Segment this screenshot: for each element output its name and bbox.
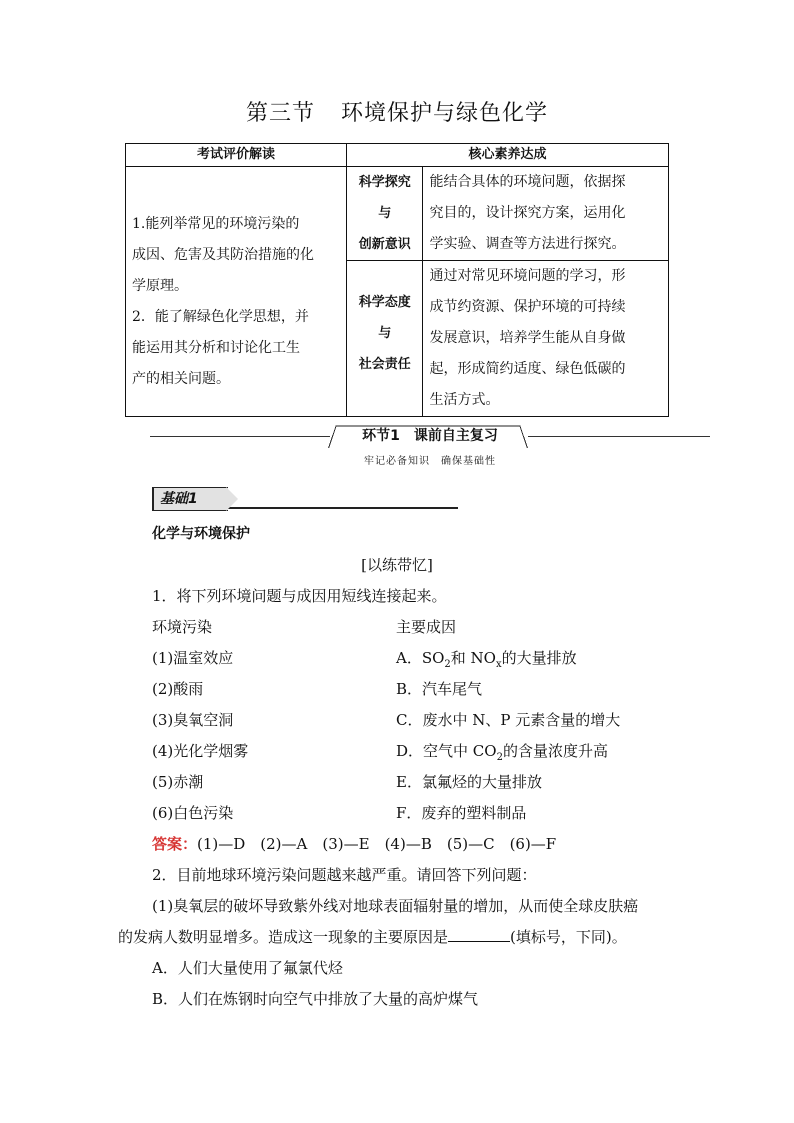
subscript: 2 (496, 752, 503, 763)
subscript: 2 (444, 659, 451, 670)
q1-right-text: D．空气中 CO (396, 742, 497, 760)
competency-name-line: 与 (378, 326, 392, 341)
objectives-table (125, 143, 669, 417)
q1-left-item: (5)赤潮 (152, 773, 204, 791)
q1-right-item: E．氯氟烃的大量排放 (396, 773, 542, 791)
q1-right-text: A．SO (396, 649, 445, 667)
banner-line-right (528, 436, 710, 437)
answer-text: (1)—D (2)—A (3)—E (4)—B (5)—C (6)—F (197, 835, 557, 853)
q1-left-item: (6)白色污染 (152, 804, 234, 822)
exam-point-line: 能运用其分析和讨论化工生 (132, 340, 300, 356)
q1-left-item: (3)臭氧空洞 (152, 711, 234, 729)
competency-desc-line: 通过对常见环境问题的学习，形 (429, 268, 626, 284)
competency-desc-line: 能结合具体的环境问题，依据探 (429, 174, 626, 190)
banner-line-left (150, 436, 330, 437)
exam-point-line: 学原理。 (132, 278, 188, 294)
competency-desc-line: 生活方式。 (429, 392, 500, 408)
answer-label: 答案： (152, 835, 198, 853)
q1-right-item: C．废水中 N、P 元素含量的增大 (396, 711, 621, 729)
competency-name-line: 与 (378, 206, 392, 221)
competency-name-line: 创新意识 (358, 237, 411, 252)
table-header-competency: 核心素养达成 (347, 144, 669, 167)
q2-sub1-text: (填标号，下同)。 (510, 928, 627, 946)
q2-sub1-text: 的发病人数明显增多。造成这一现象的主要原因是 (118, 928, 449, 946)
practice-tag: [以练带忆] (361, 556, 433, 574)
q2-stem: 2．目前地球环境污染问题越来越严重。请回答下列问题： (152, 866, 537, 884)
basic-tag (152, 487, 458, 511)
basic-tag-label: 基础1 (152, 487, 228, 511)
competency-name-line: 社会责任 (358, 357, 411, 372)
exam-point-line: 2．能了解绿色化学思想，并 (132, 309, 309, 325)
competency-name-2 (347, 261, 423, 417)
competency-desc-line: 究目的，设计探究方案，运用化 (429, 205, 626, 221)
q1-right-item: F．废弃的塑料制品 (396, 804, 527, 822)
q1-right-item (396, 741, 608, 768)
q1-right-text: 的大量排放 (501, 649, 577, 667)
q1-right-item: B．汽车尾气 (396, 680, 483, 698)
basic-tag-rule (222, 507, 458, 509)
section-title: 环境保护与绿色化学 (341, 101, 549, 126)
q1-left-item: (2)酸雨 (152, 680, 204, 698)
competency-name-1 (347, 167, 423, 261)
competency-desc-line: 发展意识，培养学生能从自身做 (429, 330, 626, 346)
q1-col-right: 主要成因 (396, 618, 457, 636)
q1-stem: 1．将下列环境问题与成因用短线连接起来。 (152, 587, 447, 605)
exam-point-line: 成因、危害及其防治措施的化 (132, 247, 314, 263)
table-header-exam: 考试评价解读 (126, 144, 347, 167)
competency-name-line: 科学态度 (358, 295, 411, 310)
q2-option-b: B．人们在炼钢时向空气中排放了大量的高炉煤气 (152, 990, 479, 1008)
competency-desc-1 (423, 167, 669, 261)
q1-left-item: (4)光化学烟雾 (152, 742, 249, 760)
q1-right-text: 的含量浓度升高 (502, 742, 608, 760)
q1-left-item: (1)温室效应 (152, 649, 234, 667)
topic-heading: 化学与环境保护 (152, 526, 250, 542)
section-number: 第三节 (245, 101, 315, 126)
q1-right-item (396, 648, 577, 675)
subscript: x (495, 659, 502, 670)
exam-point-line: 1.能列举常见的环境污染的 (132, 216, 300, 232)
competency-desc-line: 学实验、调查等方法进行探究。 (429, 236, 626, 252)
competency-name-line: 科学探究 (358, 175, 411, 190)
competency-desc-line: 成节约资源、保护环境的可持续 (429, 299, 626, 315)
banner-subtitle: 牢记必备知识 确保基础性 (364, 456, 496, 467)
page-title (0, 96, 794, 127)
q2-sub1-line1: (1)臭氧层的破坏导致紫外线对地球表面辐射量的增加，从而使全球皮肤癌 (152, 897, 639, 915)
banner-title: 环节1 课前自主复习 (362, 428, 498, 444)
q2-option-a: A．人们大量使用了氟氯代烃 (152, 959, 343, 977)
basic-tag-arrow (226, 487, 238, 511)
section-banner (150, 422, 710, 472)
exam-point-line: 产的相关问题。 (132, 371, 230, 387)
answer-blank[interactable] (448, 927, 510, 942)
q1-answer (152, 834, 556, 854)
exam-points-cell (126, 167, 347, 417)
q1-right-text: 和 NO (450, 649, 496, 667)
q2-sub1-line2 (118, 927, 627, 947)
q1-col-left: 环境污染 (152, 618, 213, 636)
competency-desc-2 (423, 261, 669, 417)
competency-desc-line: 起，形成简约适度、绿色低碳的 (429, 361, 626, 377)
